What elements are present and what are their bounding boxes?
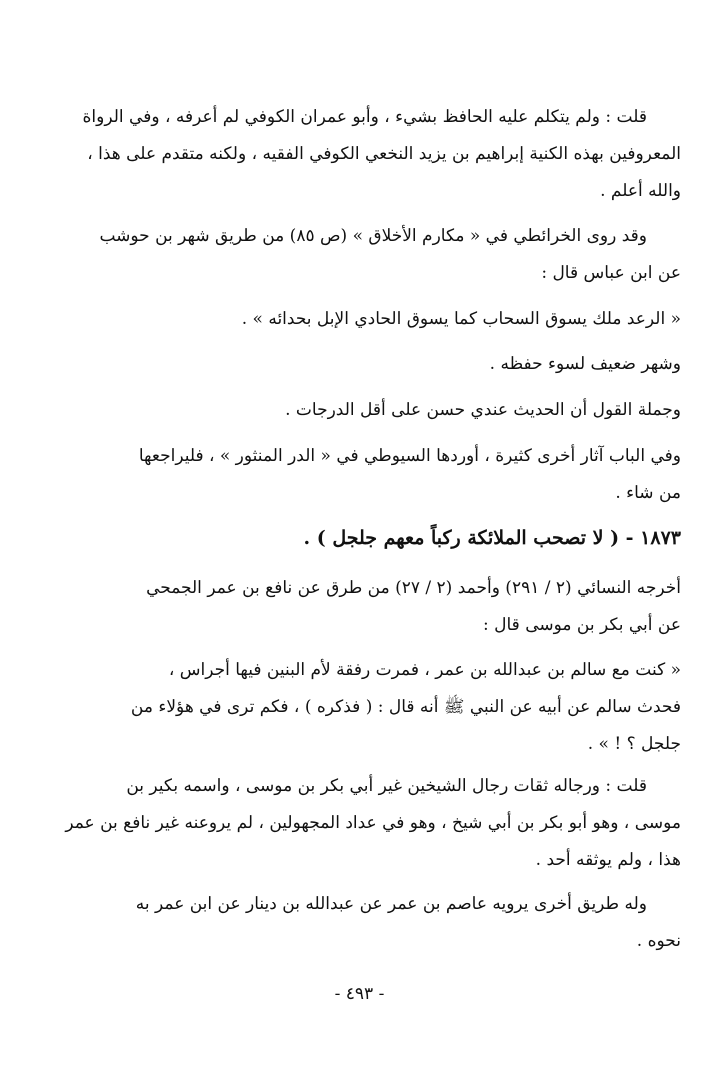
text-line: « كنت مع سالم بن عبدالله بن عمر ، فمرت رفقة لأم البنين فيها أجراس ، bbox=[168, 660, 681, 680]
text-line: موسى ، وهو أبو بكر بن أبي شيخ ، وهو في عداد المجهولين ، لم يروعنه غير نافع بن عمر bbox=[65, 813, 681, 833]
paragraph-narrators-assessment bbox=[36, 768, 681, 879]
text-line: أخرجه النسائي (٢ / ٢٩١) وأحمد (٢ / ٢٧) من طرق عن نافع بن عمر الجمحي bbox=[146, 578, 681, 598]
paragraph-quote-thunder bbox=[36, 301, 681, 338]
paragraph-other-route bbox=[36, 886, 681, 960]
text-line: والله أعلم . bbox=[600, 181, 681, 201]
paragraph-kharaiti-narration bbox=[36, 218, 681, 292]
paragraph-quote-salim bbox=[36, 652, 681, 763]
text-line: قلت : ولم يتكلم عليه الحافظ بشيء ، وأبو عمران الكوفي لم أعرفه ، وفي الرواة bbox=[82, 107, 647, 127]
page-number: - ٤٩٣ - bbox=[334, 984, 385, 1004]
text-line: هذا ، ولم يوثقه أحد . bbox=[535, 850, 681, 870]
paragraph-narrator-comment bbox=[36, 99, 681, 210]
text-line: جلجل ؟ ! » . bbox=[587, 734, 681, 754]
hadith-heading-1873: ١٨٧٣ - ( لا تصحب الملائكة ركباً معهم جلجل ) . bbox=[303, 527, 681, 549]
text-line: من شاء . bbox=[615, 483, 681, 503]
text-line: وله طريق أخرى يرويه عاصم بن عمر عن عبدالله بن دينار عن ابن عمر به bbox=[135, 894, 647, 914]
paragraph-takhrij bbox=[36, 570, 681, 644]
text-line: نحوه . bbox=[636, 931, 681, 951]
text-line: عن ابن عباس قال : bbox=[541, 263, 681, 283]
text-line: وقد روى الخرائطي في « مكارم الأخلاق » (ص ٨٥) من طريق شهر بن حوشب bbox=[99, 226, 647, 246]
text-line: « الرعد ملك يسوق السحاب كما يسوق الحادي الإبل بحدائه » . bbox=[241, 309, 681, 329]
text-line: وفي الباب آثار أخرى كثيرة ، أوردها السيوطي في « الدر المنثور » ، فليراجعها bbox=[138, 446, 681, 466]
text-line: قلت : ورجاله ثقات رجال الشيخين غير أبي بكر بن موسى ، واسمه بكير بن bbox=[126, 776, 647, 796]
text-line: فحدث سالم عن أبيه عن النبي ﷺ أنه قال : ( فذكره ) ، فكم ترى في هؤلاء من bbox=[130, 697, 681, 717]
paragraph-shahr-weak bbox=[36, 346, 681, 383]
text-line: المعروفين بهذه الكنية إبراهيم بن يزيد النخعي الكوفي الفقيه ، ولكنه متقدم على هذا ، bbox=[87, 144, 681, 164]
paragraph-conclusion bbox=[36, 392, 681, 429]
text-line: وجملة القول أن الحديث عندي حسن على أقل الدرجات . bbox=[285, 400, 681, 420]
text-line: عن أبي بكر بن موسى قال : bbox=[483, 615, 681, 635]
paragraph-other-athar bbox=[36, 438, 681, 512]
text-line: وشهر ضعيف لسوء حفظه . bbox=[489, 354, 681, 374]
